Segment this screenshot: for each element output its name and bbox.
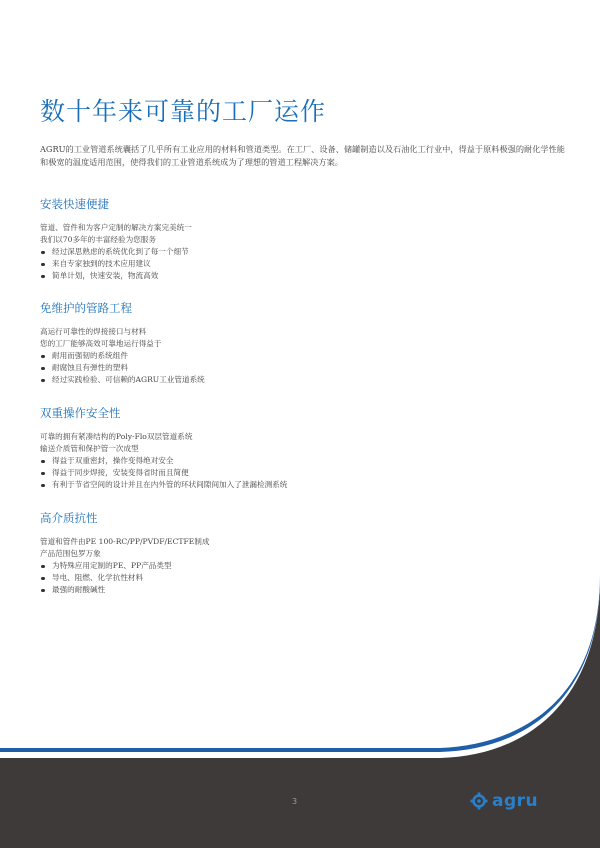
section-line: 输送介质管和保护管一次成型 (40, 444, 139, 453)
list-item-text: 简单计划，快速安装，物流高效 (52, 271, 159, 280)
section-media-resistance (40, 510, 560, 596)
section-line: 您的工厂能够高效可靠地运行得益于 (40, 339, 162, 348)
section-installation (40, 196, 560, 282)
list-item (40, 374, 560, 386)
list-item (40, 572, 560, 584)
bullet-icon (41, 589, 45, 593)
list-item (40, 584, 560, 596)
section-line: 高运行可靠性的焊接接口与材料 (40, 327, 147, 336)
bullet-list (40, 560, 560, 596)
list-item-text: 得益于同步焊接，安装变得省时而且简便 (52, 468, 189, 477)
page-number: 3 (292, 797, 298, 806)
bullet-icon (41, 263, 45, 267)
agru-logo (470, 791, 538, 811)
bullet-icon (41, 472, 45, 476)
bullet-list (40, 455, 560, 491)
list-item-text: 经过实践检验、可信赖的AGRU工业管道系统 (52, 375, 205, 384)
list-item-text: 为特殊应用定制的PE、PP产品类型 (52, 561, 172, 570)
list-item (40, 350, 560, 362)
section-heading: 安装快速便捷 (40, 197, 109, 211)
bullet-icon (41, 577, 45, 581)
section-line: 管道、管件和为客户定制的解决方案完美统一 (40, 223, 192, 232)
list-item (40, 246, 560, 258)
list-item-text: 经过深思熟虑的系统优化到了每一个细节 (52, 247, 189, 256)
list-item (40, 258, 560, 270)
agru-gear-logo-icon (470, 792, 488, 810)
bullet-icon (41, 565, 45, 569)
logo-text: agru (492, 791, 539, 811)
list-item (40, 467, 560, 479)
section-heading: 高介质抗性 (40, 511, 98, 525)
list-item-text: 最强的耐酸碱性 (52, 585, 106, 594)
section-heading: 免维护的管路工程 (40, 301, 132, 315)
section-heading: 双重操作安全性 (40, 406, 121, 420)
section-line: 产品范围包罗万象 (40, 549, 101, 558)
list-item-text: 有利于节省空间的设计并且在内外管的环状间隙间加入了泄漏检测系统 (52, 480, 288, 489)
list-item (40, 560, 560, 572)
list-item-text: 得益于双重密封，操作变得绝对安全 (52, 456, 174, 465)
list-item-text: 耐腐蚀且有弹性的塑料 (52, 363, 128, 372)
list-item (40, 479, 560, 491)
bullet-icon (41, 355, 45, 359)
bullet-icon (41, 379, 45, 383)
intro-paragraph: AGRU的工业管道系统囊括了几乎所有工业应用的材料和管道类型。在工厂、设备、储罐制造以及石油化工行业中，得益于原料极强的耐化学性能和极宽的温度适用范围，使得我们的工业管道系统成为了理想的管道工程解决方案。 (40, 144, 565, 167)
section-line: 可靠的拥有紧凑结构的Poly-Flo双层管道系统 (40, 432, 193, 441)
section-line: 我们以70多年的丰富经验为您服务 (40, 235, 156, 244)
section-double-safety (40, 405, 560, 491)
bullet-icon (41, 275, 45, 279)
list-item (40, 362, 560, 374)
section-maintenance-free (40, 300, 560, 386)
bullet-list (40, 350, 560, 386)
bullet-icon (41, 251, 45, 255)
list-item-text: 来自专家独到的技术应用建议 (52, 259, 151, 268)
list-item (40, 455, 560, 467)
bullet-icon (41, 484, 45, 488)
bullet-icon (41, 367, 45, 371)
list-item-text: 耐用而强韧的系统组件 (52, 351, 128, 360)
list-item-text: 导电、阻燃、化学抗性材料 (52, 573, 144, 582)
page-title: 数十年来可靠的工厂运作 (40, 97, 327, 126)
bullet-icon (41, 460, 45, 464)
section-line: 管道和管件由PE 100-RC/PP/PVDF/ECTFE制成 (40, 537, 210, 546)
list-item (40, 270, 560, 282)
bullet-list (40, 246, 560, 282)
